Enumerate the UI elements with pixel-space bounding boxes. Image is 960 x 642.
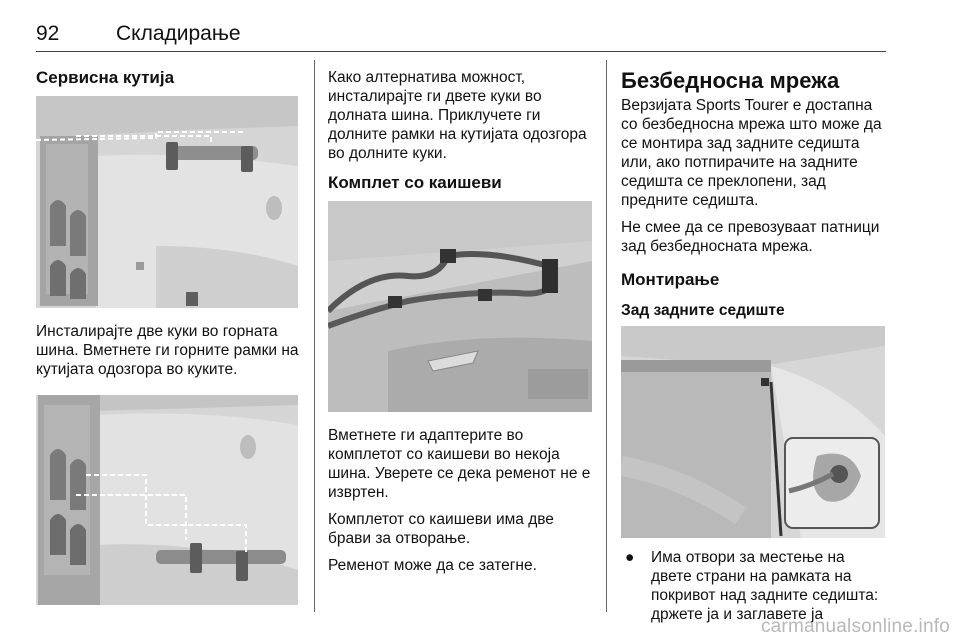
page-header bbox=[36, 22, 886, 52]
safety-net-heading: Безбедносна мрежа bbox=[621, 68, 840, 93]
chapter-title: Складирање bbox=[116, 22, 241, 45]
service-box-upper-rail-illustration bbox=[36, 96, 298, 308]
page-number: 92 bbox=[36, 22, 60, 45]
mounting-bullet-text: Има отвори за местење на двете страни на рамката на покривот над задните седишта: држете ја и заглавете ја bbox=[651, 549, 879, 623]
watermark: carmanualsonline.info bbox=[760, 616, 950, 637]
bullet-symbol: ● bbox=[625, 549, 635, 566]
strap-kit-text-2: Комплетот со каишеви има две брави за отворање. bbox=[328, 511, 554, 547]
service-box-lower-rail-illustration bbox=[36, 395, 298, 605]
safety-net-text-1: Верзијата Sports Tourer е достапна со безбедносна мрежа што може да се монтира зад задните седишта или, ако потпирачите на задните седишта се преклопени, зад предните седишта. bbox=[621, 97, 882, 209]
strap-kit-heading: Комплет со каишеви bbox=[328, 173, 502, 192]
safety-net-mounting-illustration bbox=[621, 326, 885, 538]
column-3 bbox=[621, 60, 889, 624]
strap-kit-illustration bbox=[328, 201, 592, 412]
strap-kit-text-1: Вметнете ги адаптерите во комплетот со каишеви во некоја шина. Уверете се дека ременот не е извртен. bbox=[328, 427, 591, 501]
mounting-bullet bbox=[621, 548, 889, 624]
strap-kit-text-3: Ременот може да се затегне. bbox=[328, 557, 537, 574]
alternative-text: Како алтернатива можност, инсталирајте ги двете куки во долната шина. Приклучете ги долните рамки на кутијата одозгора во долните куки. bbox=[328, 69, 587, 162]
column-divider-2 bbox=[606, 60, 607, 612]
column-1 bbox=[36, 60, 300, 605]
mounting-heading: Монтирање bbox=[621, 270, 720, 289]
behind-rear-seat-heading: Зад задните седиште bbox=[621, 302, 785, 319]
service-box-text: Инсталирајте две куки во горната шина. Вметнете ги горните рамки на кутијата одозгора во куките. bbox=[36, 323, 299, 378]
safety-net-text-2: Не смее да се превозуваат патници зад безбедносната мрежа. bbox=[621, 219, 880, 255]
header-rule bbox=[36, 51, 886, 52]
column-divider-1 bbox=[314, 60, 315, 612]
column-2 bbox=[328, 60, 594, 575]
service-box-heading: Сервисна кутија bbox=[36, 68, 175, 87]
